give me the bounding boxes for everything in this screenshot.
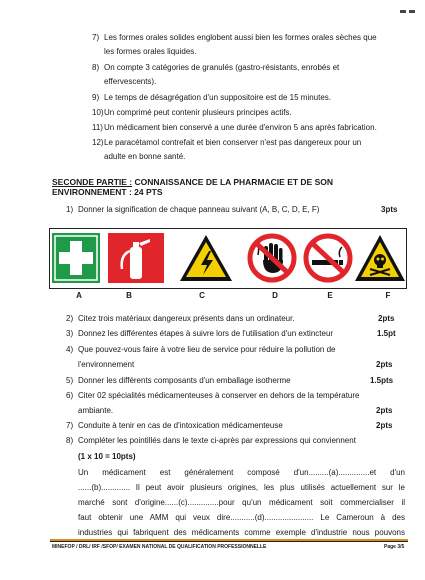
no-touch-icon	[246, 233, 298, 283]
sign-label-c: C	[199, 291, 205, 300]
question-points: 2pts	[376, 406, 393, 415]
section-title-underlined: SECONDE PARTIE :	[52, 177, 133, 187]
question-text: l'environnement	[78, 360, 135, 369]
sign-label-a: A	[76, 291, 82, 300]
paragraph-line: ......(b)............. Il peut avoir plusieurs origines, les plus utilisés actuellement sur le	[78, 483, 405, 492]
section-title-rest: CONNAISSANCE DE LA PHARMACIE ET DE SON	[132, 177, 334, 187]
list-number: 11)	[92, 123, 103, 132]
safety-signs-panel	[49, 228, 407, 289]
list-number: 7)	[92, 33, 100, 42]
list-item-line: Le temps de désagrégation d'un suppositoire est de 15 minutes.	[104, 93, 332, 102]
question-number: 5)	[66, 376, 74, 385]
paragraph-line: marché sont d'origine......(c)..............pour qu'un médicament soit commercialiser il	[78, 498, 405, 507]
question-text: Donner les différents composants d'un emballage isotherme	[78, 376, 291, 385]
electric-danger-icon	[178, 233, 234, 283]
list-item-line: Un médicament bien conservé a une durée d'environ 5 ans après fabrication.	[104, 123, 377, 132]
list-item-line: Le paracétamol contrefait et bien conserver n'est pas dangereux pour un	[104, 138, 362, 147]
top-edge-mark	[397, 0, 419, 4]
question-score: (1 x 10 = 10pts)	[78, 452, 136, 461]
question-text: Donnez les différentes étapes à suivre lors de l'utilisation d'un extincteur	[78, 329, 334, 338]
question-points: 3pts	[381, 205, 398, 214]
question-points: 2pts	[376, 360, 393, 369]
no-smoking-icon	[302, 233, 354, 283]
question-text: Conduite à tenir en cas de d'intoxication médicamenteuse	[78, 421, 283, 430]
paragraph-line: Un médicament est généralement composé d'un.........(a)..............et d'un	[78, 468, 405, 477]
question-number: 2)	[66, 314, 74, 323]
list-item-line: On compte 3 catégories de granulés (gastro-résistants, enrobés et	[104, 63, 340, 72]
question-text: Donner la signification de chaque panneau suivant (A, B, C, D, E, F)	[78, 205, 320, 214]
fire-extinguisher-icon	[108, 233, 164, 283]
section-title-line2: ENVIRONNEMENT : 24 PTS	[52, 187, 163, 197]
toxic-skull-icon	[354, 233, 406, 283]
list-number: 10)	[92, 108, 104, 117]
list-item-line: les formes orales liquides.	[104, 47, 197, 56]
list-item-line: adulte en bonne santé.	[104, 152, 186, 161]
question-points: 2pts	[378, 314, 395, 323]
footer-text: MINEFOP / DRL/ IRF /SFOP/ EXAMEN NATIONAL DE QUALIFICATION PROFESSIONNELLE	[52, 544, 267, 550]
question-text: ambiante.	[78, 406, 114, 415]
sign-label-f: F	[385, 291, 391, 300]
question-number: 8)	[66, 436, 74, 445]
footer-divider-thin	[50, 541, 408, 542]
list-number: 12)	[92, 138, 104, 147]
section-title	[52, 177, 333, 187]
sign-label-d: D	[272, 291, 278, 300]
question-number: 7)	[66, 421, 74, 430]
page-number: Page 3/5	[384, 544, 405, 550]
sign-label-e: E	[327, 291, 333, 300]
question-number: 1)	[66, 205, 74, 214]
list-number: 8)	[92, 63, 100, 72]
list-number: 9)	[92, 93, 100, 102]
question-text: Que pouvez-vous faire à votre lieu de service pour réduire la pollution de	[78, 345, 336, 354]
question-text: Citez trois matériaux dangereux présents dans un ordinateur.	[78, 314, 295, 323]
question-points: 1.5pt	[377, 329, 396, 338]
paragraph-line: industries qui fabriquent des médicaments comme exemple d'industrie nous pouvons	[78, 528, 405, 537]
question-text: Compléter les pointillés dans le texte ci-après par expressions qui conviennent	[78, 436, 356, 445]
sign-label-b: B	[126, 291, 132, 300]
question-number: 3)	[66, 329, 74, 338]
list-item-line: Un comprimé peut contenir plusieurs principes actifs.	[104, 108, 292, 117]
first-aid-cross-icon	[52, 233, 100, 283]
question-number: 4)	[66, 345, 74, 354]
question-points: 2pts	[376, 421, 393, 430]
question-text: Citer 02 spécialités médicamenteuses à conserver en dehors de la température	[78, 391, 360, 400]
question-points: 1.5pts	[370, 376, 394, 385]
list-item-line: effervescents).	[104, 77, 157, 86]
paragraph-line: faut obtenir une AMM qui veux dire...........(d)...................... Le Cameroun à des	[78, 513, 405, 522]
list-item-line: Les formes orales solides englobent aussi bien les formes orales sèches que	[104, 33, 377, 42]
question-number: 6)	[66, 391, 74, 400]
